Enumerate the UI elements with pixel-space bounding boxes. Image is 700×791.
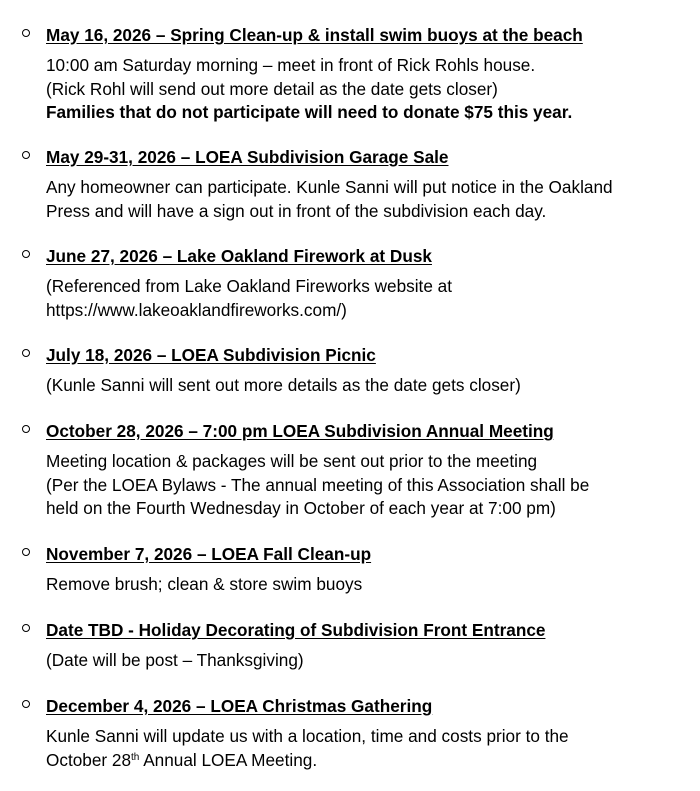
event-details [46,725,686,772]
hollow-bullet-icon [22,548,30,556]
event-title: December 4, 2026 – LOEA Christmas Gathering [46,696,433,716]
event-detail-line: (Per the LOEA Bylaws - The annual meeting of this Association shall be [46,474,590,495]
event-detail-line: Press and will have a sign out in front of the subdivision each day. [46,200,547,221]
date-text: October 28 [46,749,132,770]
event-details [46,450,686,521]
event-detail-line [46,749,686,773]
hollow-bullet-icon [22,250,30,258]
event-title: July 18, 2026 – LOEA Subdivision Picnic [46,345,376,365]
hollow-bullet-icon [22,624,30,632]
event-detail-line: held on the Fourth Wednesday in October of each year at 7:00 pm) [46,498,556,518]
meeting-text: Annual LOEA Meeting. [139,749,318,770]
event-title: October 28, 2026 – 7:00 pm LOEA Subdivision Annual Meeting [46,421,554,441]
event-detail-line: Remove brush; clean & store swim buoys [46,574,363,594]
event-details [46,374,686,398]
event-title: June 27, 2026 – Lake Oakland Firework at Dusk [46,246,432,266]
hollow-bullet-icon [22,151,30,159]
event-details [46,573,686,597]
event-title: May 16, 2026 – Spring Clean-up & install swim buoys at the beach [46,25,583,45]
event-title: November 7, 2026 – LOEA Fall Clean-up [46,544,372,564]
event-detail-line: 10:00 am Saturday morning – meet in front of Rick Rohls house. [46,55,536,75]
event-detail-line: (Date will be post – Thanksgiving) [46,650,304,670]
event-detail-line: Any homeowner can participate. Kunle Sanni will put notice in the Oakland [46,177,613,197]
event-detail-line: Meeting location & packages will be sent out prior to the meeting [46,451,538,471]
event-details [46,54,686,125]
event-details [46,176,686,223]
hollow-bullet-icon [22,425,30,433]
event-detail-line: https://www.lakeoaklandfireworks.com/) [46,299,347,320]
hollow-bullet-icon [22,700,30,708]
event-details [46,275,686,322]
event-title: Date TBD - Holiday Decorating of Subdivision Front Entrance [46,620,546,640]
event-detail-line: (Referenced from Lake Oakland Fireworks website at [46,276,452,296]
event-detail-line: (Rick Rohl will send out more detail as the date gets closer) [46,78,498,99]
hollow-bullet-icon [22,29,30,37]
event-detail-line: Kunle Sanni will update us with a location, time and costs prior to the [46,726,569,746]
event-details [46,649,686,673]
ordinal-suffix: th [131,751,140,763]
hollow-bullet-icon [22,349,30,357]
event-detail-line: (Kunle Sanni will sent out more details as the date gets closer) [46,375,521,395]
event-detail-line: Families that do not participate will need to donate $75 this year. [46,102,573,122]
event-title: May 29-31, 2026 – LOEA Subdivision Garage Sale [46,147,449,167]
